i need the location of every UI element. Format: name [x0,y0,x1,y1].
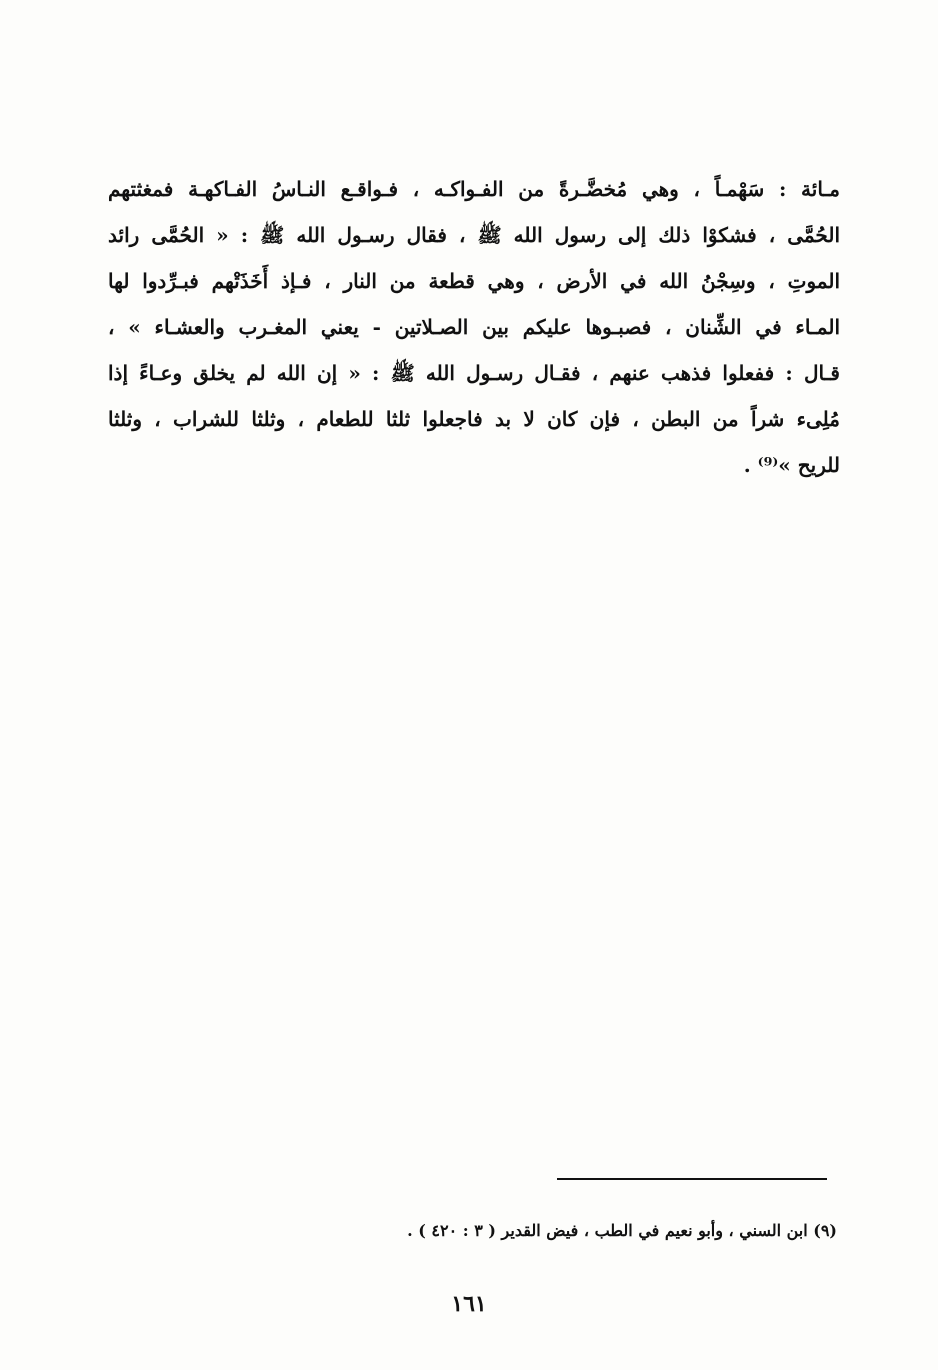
footnote: (٩) ابن السني ، وأبو نعيم في الطب ، فيض القدير ( ٣ : ٤٢٠ ) . [407,1221,837,1240]
text-line-2: الحُمَّى ، فشكوْا ذلك إلى رسول الله ﷺ ، فقال رسـول الله ﷺ : « الحُمَّى رائد [108,223,840,247]
text-line-3: الموتِ ، وسِجْنُ الله في الأرض ، وهي قطعة من النار ، فـإذ أَخَذَتْهم فبـرِّدوا لها [108,269,840,293]
text-line-4: المـاء في الشِّنان ، فصبـوها عليكم بين الصـلاتين - يعني المغـرب والعشـاء » ، [108,315,840,339]
footnote-divider [557,1178,827,1180]
main-text-block [108,166,840,488]
text-line-5: قـال : ففعلوا فذهب عنهم ، فقـال رسـول الله ﷺ : « إن الله لم يخلق وعـاءً إذا [108,361,840,385]
text-line-7: للريح »⁽⁹⁾ . [743,453,840,477]
text-line-1: مـائة : سَهْمـاً ، وهي مُخضَّـرةً من الفـواكـه ، فـواقـع النـاسُ الفـاكهـة فمغثتهم [108,177,840,201]
page-number: ١٦١ [451,1291,487,1317]
text-line-6: مُلِىء شراً من البطن ، فإن كان لا بد فاجعلوا ثلثا للطعام ، وثلثا للشراب ، وثلثا [108,407,840,431]
